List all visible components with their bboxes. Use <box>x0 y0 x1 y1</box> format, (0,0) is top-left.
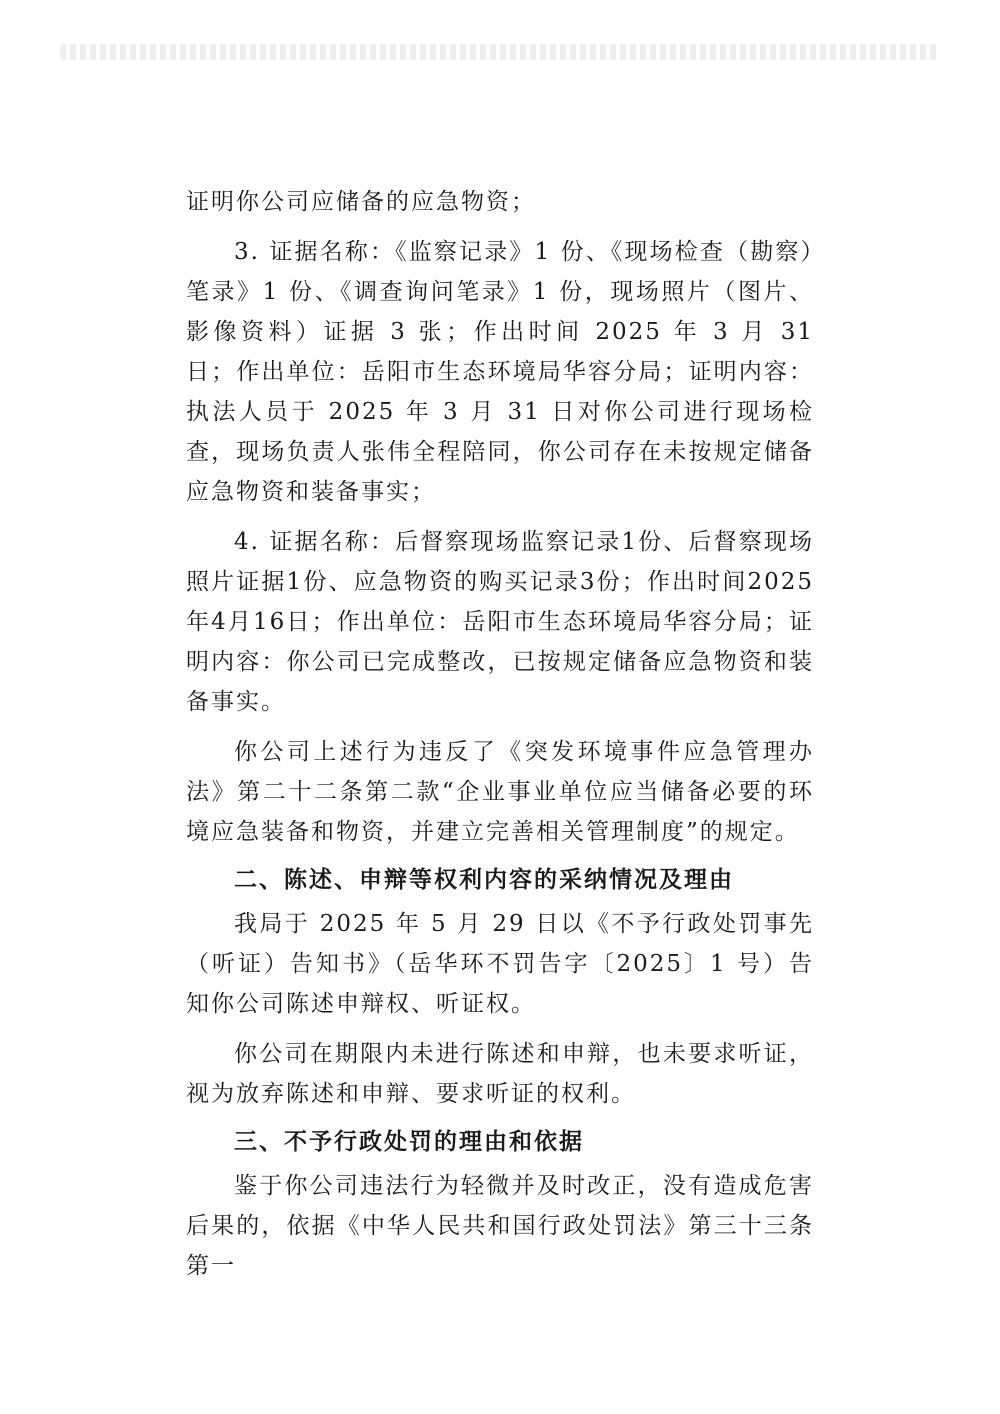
paragraph-reason: 鉴于你公司违法行为轻微并及时改正，没有造成危害后果的，依据《中华人民共和国行政处罚法》第三十三条第一 <box>186 1173 814 1279</box>
document-body <box>186 182 814 1286</box>
paragraph-evidence-4: 4. 证据名称：后督察现场监察记录1份、后督察现场照片证据1份、应急物资的购买记录3份；作出时间2025年4月16日；作出单位：岳阳市生态环境局华容分局；证明内容：你公司已完成整改，已按规定储备应急物资和装备事实。 <box>186 529 814 715</box>
section-heading-2: 二、陈述、申辩等权利内容的采纳情况及理由 <box>234 867 734 893</box>
section-heading-3: 三、不予行政处罚的理由和依据 <box>234 1129 584 1155</box>
paragraph-notice: 我局于 2025 年 5 月 29 日以《不予行政处罚事先（听证）告知书》（岳华环不罚告字〔2025〕1 号）告知你公司陈述申辩权、听证权。 <box>186 911 814 1017</box>
paragraph-violation: 你公司上述行为违反了《突发环境事件应急管理办法》第二十二条第二款“企业事业单位应当储备必要的环境应急装备和物资，并建立完善相关管理制度”的规定。 <box>186 739 814 845</box>
paragraph-evidence-3: 3. 证据名称：《监察记录》1 份、《现场检查（勘察）笔录》1 份、《调查询问笔录》1 份，现场照片（图片、影像资料）证据 3 张；作出时间 2025 年 3 月 31 日；作出单位：岳阳市生态环境局华容分局；证明内容：执法人员于 2025 年 3 月 31 日对你公司进行现场检查，现场负责人张伟全程陪同，你公司存在未按规定储备应急物资和装备事实； <box>186 239 814 505</box>
paragraph-evidence-2-end: 证明你公司应储备的应急物资； <box>186 189 536 215</box>
scan-header-artifact <box>60 44 940 60</box>
paragraph-waiver: 你公司在期限内未进行陈述和申辩，也未要求听证，视为放弃陈述和申辩、要求听证的权利。 <box>186 1041 814 1107</box>
